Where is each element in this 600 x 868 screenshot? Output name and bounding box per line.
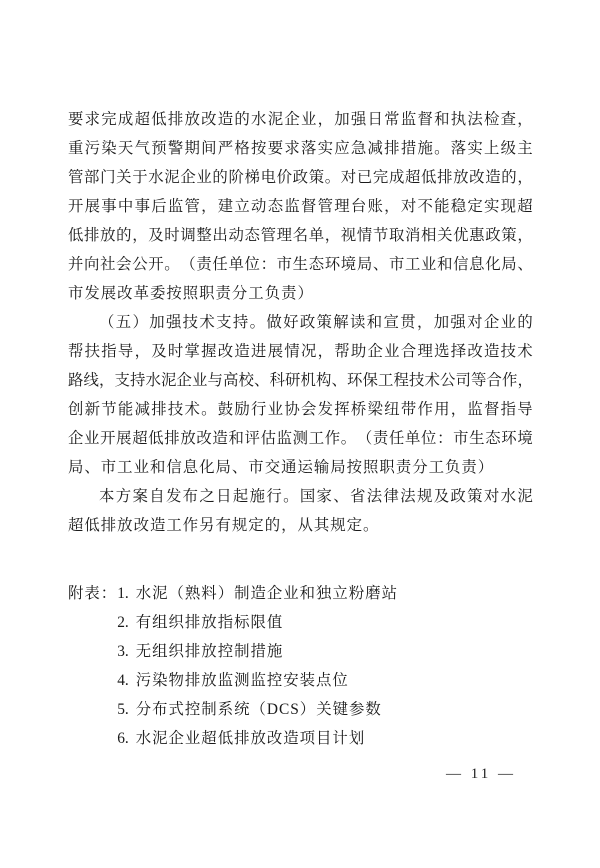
page-number: — 11 — (446, 766, 516, 782)
attachment-item (117, 695, 398, 724)
attachment-item (117, 608, 398, 637)
text-line: 超低排放改造工作另有规定的，从其规定。 (68, 517, 380, 534)
text-line: 要 求 完 成 超 低 排 放 改 造 的 水 泥 企 业 ， 加 强 日 常 监 督 和 执 法 检 查 ， (68, 111, 533, 128)
attachment-item (117, 666, 398, 695)
attachment-title: 污染物排放监测监控安装点位 (135, 672, 349, 689)
text-line: 开 展 事 中 事 后 监 管 ， 建 立 动 态 监 督 管 理 台 账 ， 对 不 能 稳 定 实 现 超 (68, 198, 533, 215)
attachment-title: 无组织排放控制措施 (135, 643, 284, 660)
body-text (68, 105, 533, 753)
text-line: 市发展改革委按照职责分工负责） (68, 285, 314, 302)
attachment-number: 1. (117, 585, 129, 602)
text-line: 创 新 节 能 减 排 技 术 。 鼓 励 行 业 协 会 发 挥 桥 梁 纽 带 作 用 ， 监 督 指 导 (68, 401, 533, 418)
attachment-title: 分布式控制系统（DCS）关键参数 (135, 701, 382, 718)
attachment-title: 水泥（熟料）制造企业和独立粉磨站 (135, 585, 398, 602)
text-line: 帮 扶 指 导 ， 及 时 掌 握 改 造 进 展 情 况 ， 帮 助 企 业 合 理 选 择 改 造 技 术 (68, 343, 533, 360)
text-line: 管 部 门 关 于 水 泥 企 业 的 阶 梯 电 价 政 策 。 对 已 完 成 超 低 排 放 改 造 的 ， (68, 169, 533, 186)
text-line: 路 线 ， 支 持 水 泥 企 业 与 高 校 、 科 研 机 构 、 环 保 工 程 技 术 公 司 等 合 作 ， (68, 372, 533, 389)
attachment-number: 6. (117, 730, 129, 747)
attachments-items (117, 579, 398, 753)
text-line: 并 向 社 会 公 开 。 （ 责 任 单 位 ： 市 生 态 环 境 局 、 市 工 业 和 信 息 化 局 、 (68, 256, 533, 273)
text-line: 重 污 染 天 气 预 警 期 间 严 格 按 要 求 落 实 应 急 减 排 措 施 。 落 实 上 级 主 (68, 140, 533, 157)
attachment-number: 4. (117, 672, 129, 689)
attachments-label: 附表： (68, 585, 118, 602)
text-line: 局、市工业和信息化局、市交通运输局按照职责分工负责） (68, 459, 495, 476)
attachments-list (68, 579, 533, 753)
attachment-title: 有组织排放指标限值 (135, 614, 284, 631)
attachment-number: 3. (117, 643, 129, 660)
attachment-title: 水泥企业超低排放改造项目计划 (135, 730, 366, 747)
paragraph-continuation (68, 105, 533, 308)
text-line: （ 五 ） 加 强 技 术 支 持 。 做 好 政 策 解 读 和 宣 贯 ， 加 强 对 企 业 的 (99, 314, 533, 331)
text-line: 低 排 放 的 ， 及 时 调 整 出 动 态 管 理 名 单 ， 视 情 节 取 消 相 关 优 惠 政 策 ， (68, 227, 533, 244)
paragraph-implementation (68, 482, 533, 540)
attachment-item (117, 724, 398, 753)
attachment-item (117, 579, 398, 608)
text-line: 企 业 开 展 超 低 排 放 改 造 和 评 估 监 测 工 作 。 （ 责 任 单 位 ： 市 生 态 环 境 (68, 430, 533, 447)
attachment-number: 2. (117, 614, 129, 631)
attachment-item (117, 637, 398, 666)
attachment-number: 5. (117, 701, 129, 718)
paragraph-clause-five (68, 308, 533, 482)
text-line: 本 方 案 自 发 布 之 日 起 施 行 。 国 家 、 省 法 律 法 规 及 政 策 对 水 泥 (99, 488, 533, 505)
